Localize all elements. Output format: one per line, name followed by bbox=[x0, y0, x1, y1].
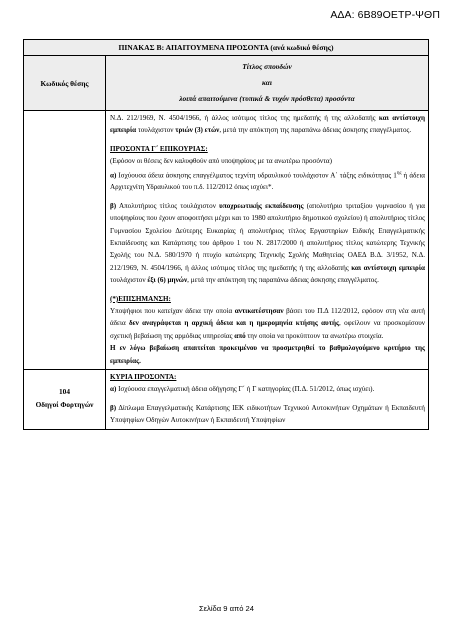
code-cell bbox=[24, 370, 106, 430]
item-b: β) Απολυτήριος τίτλος τουλάχιστον υποχρεωτικής εκπαίδευσης (απολυτήριο τριταξίου γυμνασίου ή για υποψηφίους που έχουν αποφοιτήσει μέχρι και το 1980 απολυτήριο δημοτικού σχολείου) ή απολυτήριος τίτλος Γυμνασίου Σχολείου Δεύτερης Ευκαιρίας ή απολυτήριος τίτλος Εργαστηρίων Ειδικής Επαγγελματικής Εκπαίδευσης και Κατάρτισης του άρθρου 1 του Ν. 2817/2000 ή απολυτήριος τίτλος κατώτερης Τεχνικής Σχολής του Ν.Δ. 580/1970 ή πτυχίο κατώτερης Τεχνικής Σχολής Μαθητείας ΟΑΕΔ Β.Δ. 3/1952, Ν.Δ. 212/1969, Ν. 4504/1966, ή άλλος ισότιμος τίτλος της ημεδαπής ή της αλλοδαπής και αντίστοιχη εμπειρία τουλάχιστον έξι (6) μηνών, μετά την απόκτηση της παραπάνω άδειας άσκησης επαγγέλματος. bbox=[110, 201, 425, 285]
column-header-code: Κωδικός θέσης bbox=[24, 56, 106, 111]
position-name: Οδηγοί Φορτηγών bbox=[35, 400, 94, 410]
experience-paragraph: Ν.Δ. 212/1969, Ν. 4504/1966, ή άλλος ισότιμος τίτλος της ημεδαπής ή της αλλοδαπής και αντίστοιχη εμπειρία τουλάχιστον τριών (3) ετών, μετά την απόκτηση της παραπάνω άδειας άσκησης επαγγέλματος. bbox=[110, 114, 425, 135]
requirements-table bbox=[23, 39, 429, 430]
column-header-requirements bbox=[106, 56, 429, 111]
code-cell-empty bbox=[24, 111, 106, 370]
section-heading-g: ΠΡΟΣΟΝΤΑ Γ΄ ΕΠΙΚΟΥΡΙΑΣ: bbox=[110, 144, 208, 153]
section-note: (Εφόσον οι θέσεις δεν καλυφθούν από υποψηφίους με τα ανωτέρω προσόντα) bbox=[110, 157, 333, 166]
note-final: Η εν λόγω βεβαίωση απαιτείται προκειμένου να προσμετρηθεί το βαθμολογούμενο κριτήριο της εμπειρίας. bbox=[110, 344, 425, 365]
requirements-cell bbox=[106, 111, 429, 370]
table-row bbox=[24, 111, 429, 370]
page-number: Σελίδα 9 από 24 bbox=[198, 604, 255, 613]
note-heading: (*)ΕΠΙΣΗΜΑΝΣΗ: bbox=[110, 294, 171, 303]
note-paragraph: Υποψήφιοι που κατείχαν άδεια την οποία αντικατέστησαν βάσει του Π.Δ 112/2012, εφόσον στη νέα αυτή άδεια δεν αναγράφεται η αρχική άδεια και η ημερομηνία κτήσης αυτής, οφείλουν να προσκομίσουν σχετική βεβαίωση της αρμόδιας υπηρεσίας από την οποία να προκύπτουν τα ανωτέρω στοιχεία. bbox=[110, 307, 426, 340]
table-row bbox=[24, 370, 429, 430]
ada-code: ΑΔΑ: 6Β89ΟΕΤΡ-ΨΘΠ bbox=[330, 9, 440, 21]
column-header-line-1: Τίτλος σπουδών bbox=[242, 62, 292, 71]
item-a: α) Ισχύουσα άδεια άσκησης επαγγέλματος τεχνίτη υδραυλικού τουλάχιστον Α΄ τάξης ειδικότητας $1^{\eta\varsigma}$ ή άδεια Αρχιτεχνίτη Υδραυλικού του π.δ. 112/2012 όπως ισχύει*. bbox=[110, 170, 425, 192]
item-b: β) Δίπλωμα Επαγγελματικής Κατάρτισης ΙΕΚ ειδικοτήτων Τεχνικού Αυτοκινήτων Οχημάτων ή Εκπαιδευτή Υποψηφίων Οδηγών Αυτοκινήτων ή Εκπαιδευτή Υποψηφίων bbox=[110, 403, 425, 425]
main-qualifications-heading: ΚΥΡΙΑ ΠΡΟΣΟΝΤΑ: bbox=[110, 373, 177, 382]
column-header-line-2: και bbox=[262, 78, 272, 87]
position-code: 104 bbox=[59, 387, 70, 397]
table-header-row bbox=[24, 56, 429, 111]
requirements-cell bbox=[106, 370, 429, 430]
item-a: α) Ισχύουσα επαγγελματική άδεια οδήγησης Γ΄ ή Γ κατηγορίας (Π.Δ. 51/2012, όπως ισχύει). bbox=[110, 385, 375, 394]
column-header-line-3: λοιπά απαιτούμενα (τυπικά & τυχόν πρόσθετα) προσόντα bbox=[179, 94, 355, 103]
table-title-row bbox=[24, 40, 429, 56]
table-title: ΠΙΝΑΚΑΣ Β: ΑΠΑΙΤΟΥΜΕΝΑ ΠΡΟΣΟΝΤΑ (ανά κωδικό θέσης) bbox=[24, 40, 429, 56]
